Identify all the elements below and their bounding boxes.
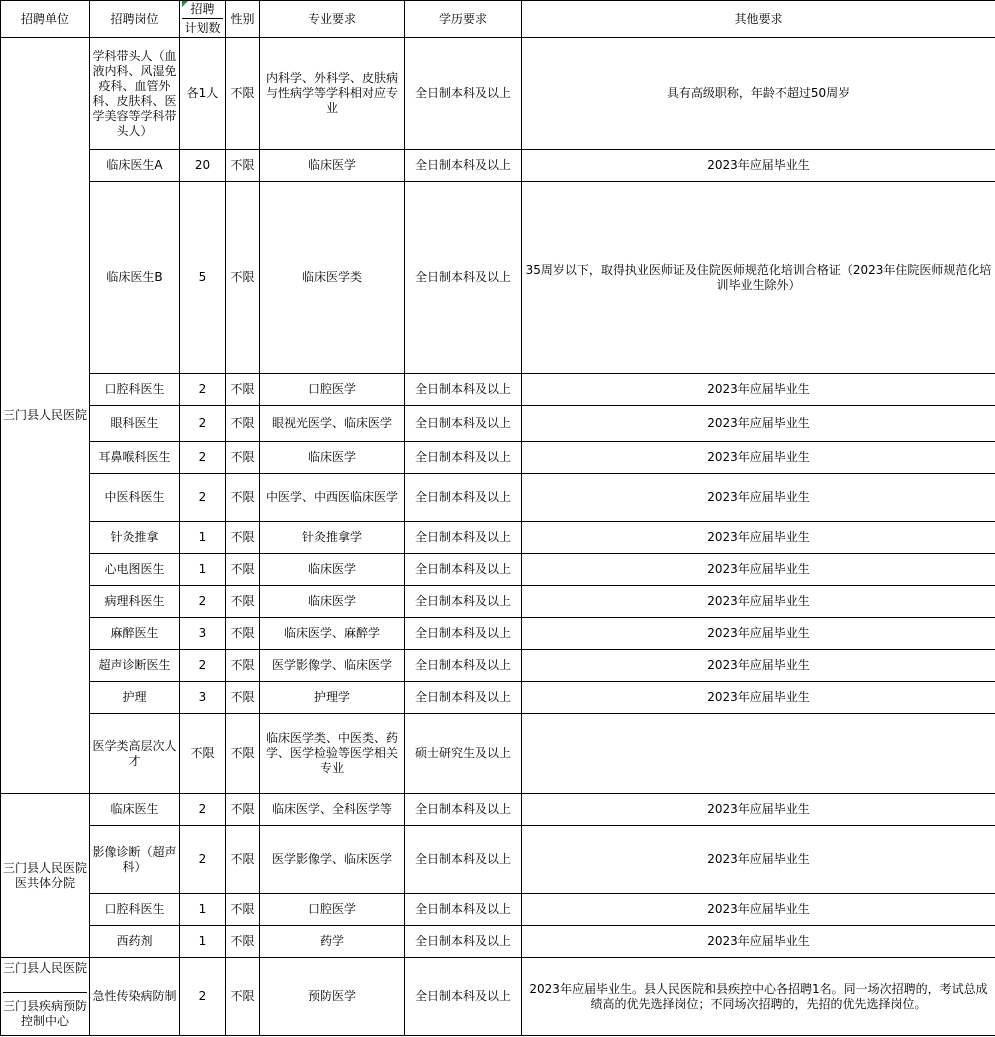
- education-cell: 全日制本科及以上: [405, 150, 522, 182]
- count-cell: 3: [180, 618, 226, 650]
- count-cell: 2: [180, 650, 226, 682]
- table-row: [1, 682, 995, 714]
- count-cell: 1: [180, 554, 226, 586]
- other-cell: 2023年应届毕业生: [522, 926, 995, 958]
- position-cell: 超声诊断医生: [90, 650, 180, 682]
- header-education: 学历要求: [405, 1, 522, 38]
- gender-cell: 不限: [226, 650, 260, 682]
- education-cell: 全日制本科及以上: [405, 794, 522, 826]
- major-cell: 临床医学类、中医类、药学、医学检验等医学相关专业: [260, 714, 405, 794]
- other-cell: 2023年应届毕业生: [522, 554, 995, 586]
- table-row: [1, 714, 995, 794]
- gender-cell: 不限: [226, 406, 260, 442]
- position-cell: 中医科医生: [90, 474, 180, 522]
- gender-cell: 不限: [226, 926, 260, 958]
- gender-cell: 不限: [226, 522, 260, 554]
- position-cell: 口腔科医生: [90, 894, 180, 926]
- count-cell: 2: [180, 474, 226, 522]
- position-cell: 针灸推拿: [90, 522, 180, 554]
- gender-cell: 不限: [226, 958, 260, 1036]
- education-cell: 全日制本科及以上: [405, 442, 522, 474]
- major-cell: 口腔医学: [260, 894, 405, 926]
- count-cell: 1: [180, 522, 226, 554]
- position-cell: 影像诊断（超声科）: [90, 826, 180, 894]
- major-cell: 药学: [260, 926, 405, 958]
- unit-cdc-label: 三门县疾病预防控制中心: [3, 999, 88, 1028]
- education-cell: 全日制本科及以上: [405, 682, 522, 714]
- count-cell: 20: [180, 150, 226, 182]
- other-cell: 具有高级职称，年龄不超过50周岁: [522, 38, 995, 150]
- table-row: [1, 618, 995, 650]
- other-cell: 35周岁以下，取得执业医师证及住院医师规范化培训合格证（2023年住院医师规范化培训毕业生除外）: [522, 182, 995, 374]
- education-cell: 全日制本科及以上: [405, 650, 522, 682]
- count-cell: 5: [180, 182, 226, 374]
- table-row: [1, 586, 995, 618]
- other-cell: 2023年应届毕业生: [522, 586, 995, 618]
- unit-cell: 三门县人民医院医共体分院: [1, 794, 90, 958]
- other-cell: 2023年应届毕业生: [522, 150, 995, 182]
- gender-cell: 不限: [226, 586, 260, 618]
- education-cell: 全日制本科及以上: [405, 374, 522, 406]
- education-cell: 全日制本科及以上: [405, 554, 522, 586]
- header-major: 专业要求: [260, 1, 405, 38]
- position-cell: 西药剂: [90, 926, 180, 958]
- table-row: [1, 794, 995, 826]
- position-cell: 临床医生B: [90, 182, 180, 374]
- major-cell: 针灸推拿学: [260, 522, 405, 554]
- education-cell: 全日制本科及以上: [405, 182, 522, 374]
- gender-cell: 不限: [226, 554, 260, 586]
- other-cell: 2023年应届毕业生: [522, 522, 995, 554]
- header-plan-top: 招聘: [190, 2, 215, 16]
- position-cell: 口腔科医生: [90, 374, 180, 406]
- education-cell: 全日制本科及以上: [405, 958, 522, 1036]
- other-cell: 2023年应届毕业生。县人民医院和县疾控中心各招聘1名。同一场次招聘的，考试总成绩高的优先选择岗位；不同场次招聘的，先招的优先选择岗位。: [522, 958, 995, 1036]
- gender-cell: 不限: [226, 182, 260, 374]
- other-cell: 2023年应届毕业生: [522, 794, 995, 826]
- count-cell: 3: [180, 682, 226, 714]
- count-cell: 2: [180, 958, 226, 1036]
- position-cell: 耳鼻喉科医生: [90, 442, 180, 474]
- header-other: 其他要求: [522, 1, 995, 38]
- education-cell: 全日制本科及以上: [405, 474, 522, 522]
- gender-cell: 不限: [226, 794, 260, 826]
- major-cell: 护理学: [260, 682, 405, 714]
- major-cell: 预防医学: [260, 958, 405, 1036]
- count-cell: 2: [180, 586, 226, 618]
- position-cell: 临床医生: [90, 794, 180, 826]
- cell-comment-marker: [182, 1, 188, 7]
- gender-cell: 不限: [226, 714, 260, 794]
- unit-cell: 三门县人民医院: [1, 38, 90, 794]
- other-cell: 2023年应届毕业生: [522, 826, 995, 894]
- education-cell: 全日制本科及以上: [405, 826, 522, 894]
- count-cell: 1: [180, 894, 226, 926]
- other-cell: 2023年应届毕业生: [522, 442, 995, 474]
- major-cell: 临床医学: [260, 442, 405, 474]
- header-unit: 招聘单位: [1, 1, 90, 38]
- table-row: [1, 182, 995, 374]
- other-cell: 2023年应届毕业生: [522, 406, 995, 442]
- table-row: [1, 826, 995, 894]
- unit-hospital-label: 三门县人民医院: [3, 959, 87, 993]
- count-cell: 不限: [180, 714, 226, 794]
- count-cell: 2: [180, 826, 226, 894]
- position-cell: 急性传染病防制: [90, 958, 180, 1036]
- major-cell: 临床医学类: [260, 182, 405, 374]
- table-row: [1, 150, 995, 182]
- table-row: [1, 894, 995, 926]
- other-cell: 2023年应届毕业生: [522, 682, 995, 714]
- gender-cell: 不限: [226, 442, 260, 474]
- header-plan-bottom: 计划数: [184, 21, 221, 35]
- count-cell: 各1人: [180, 38, 226, 150]
- major-cell: 内科学、外科学、皮肤病与性病学等学科相对应专业: [260, 38, 405, 150]
- other-cell: 2023年应届毕业生: [522, 894, 995, 926]
- header-row: [1, 1, 995, 38]
- position-cell: 学科带头人（血液内科、风湿免疫科、血管外科、皮肤科、医学美容等学科带头人）: [90, 38, 180, 150]
- major-cell: 临床医学: [260, 554, 405, 586]
- position-cell: 麻醉医生: [90, 618, 180, 650]
- other-cell: [522, 714, 995, 794]
- major-cell: 眼视光医学、临床医学: [260, 406, 405, 442]
- table-row: [1, 926, 995, 958]
- other-cell: 2023年应届毕业生: [522, 650, 995, 682]
- education-cell: 全日制本科及以上: [405, 926, 522, 958]
- education-cell: 全日制本科及以上: [405, 618, 522, 650]
- table-row: [1, 650, 995, 682]
- major-cell: 医学影像学、临床医学: [260, 650, 405, 682]
- education-cell: 全日制本科及以上: [405, 894, 522, 926]
- table-row: [1, 554, 995, 586]
- gender-cell: 不限: [226, 150, 260, 182]
- education-cell: 全日制本科及以上: [405, 586, 522, 618]
- major-cell: 中医学、中西医临床医学: [260, 474, 405, 522]
- table-row: [1, 374, 995, 406]
- gender-cell: 不限: [226, 826, 260, 894]
- table-row: [1, 958, 995, 1036]
- count-cell: 2: [180, 374, 226, 406]
- header-gender: 性别: [226, 1, 260, 38]
- position-cell: 护理: [90, 682, 180, 714]
- count-cell: 2: [180, 406, 226, 442]
- position-cell: 临床医生A: [90, 150, 180, 182]
- table-row: [1, 38, 995, 150]
- gender-cell: 不限: [226, 682, 260, 714]
- major-cell: 临床医学: [260, 150, 405, 182]
- position-cell: 病理科医生: [90, 586, 180, 618]
- major-cell: 临床医学、全科医学等: [260, 794, 405, 826]
- education-cell: 全日制本科及以上: [405, 522, 522, 554]
- table-row: [1, 522, 995, 554]
- count-cell: 2: [180, 442, 226, 474]
- table-row: [1, 474, 995, 522]
- gender-cell: 不限: [226, 894, 260, 926]
- gender-cell: 不限: [226, 474, 260, 522]
- table-row: [1, 442, 995, 474]
- gender-cell: 不限: [226, 38, 260, 150]
- header-plan: [180, 1, 226, 38]
- gender-cell: 不限: [226, 374, 260, 406]
- unit-cell-split: [1, 958, 90, 1036]
- other-cell: 2023年应届毕业生: [522, 618, 995, 650]
- major-cell: 临床医学: [260, 586, 405, 618]
- education-cell: 全日制本科及以上: [405, 38, 522, 150]
- major-cell: 口腔医学: [260, 374, 405, 406]
- position-cell: 心电图医生: [90, 554, 180, 586]
- position-cell: 眼科医生: [90, 406, 180, 442]
- education-cell: 全日制本科及以上: [405, 406, 522, 442]
- header-position: 招聘岗位: [90, 1, 180, 38]
- table-row: [1, 406, 995, 442]
- count-cell: 2: [180, 794, 226, 826]
- other-cell: 2023年应届毕业生: [522, 474, 995, 522]
- gender-cell: 不限: [226, 618, 260, 650]
- count-cell: 1: [180, 926, 226, 958]
- education-cell: 硕士研究生及以上: [405, 714, 522, 794]
- major-cell: 医学影像学、临床医学: [260, 826, 405, 894]
- other-cell: 2023年应届毕业生: [522, 374, 995, 406]
- position-cell: 医学类高层次人才: [90, 714, 180, 794]
- major-cell: 临床医学、麻醉学: [260, 618, 405, 650]
